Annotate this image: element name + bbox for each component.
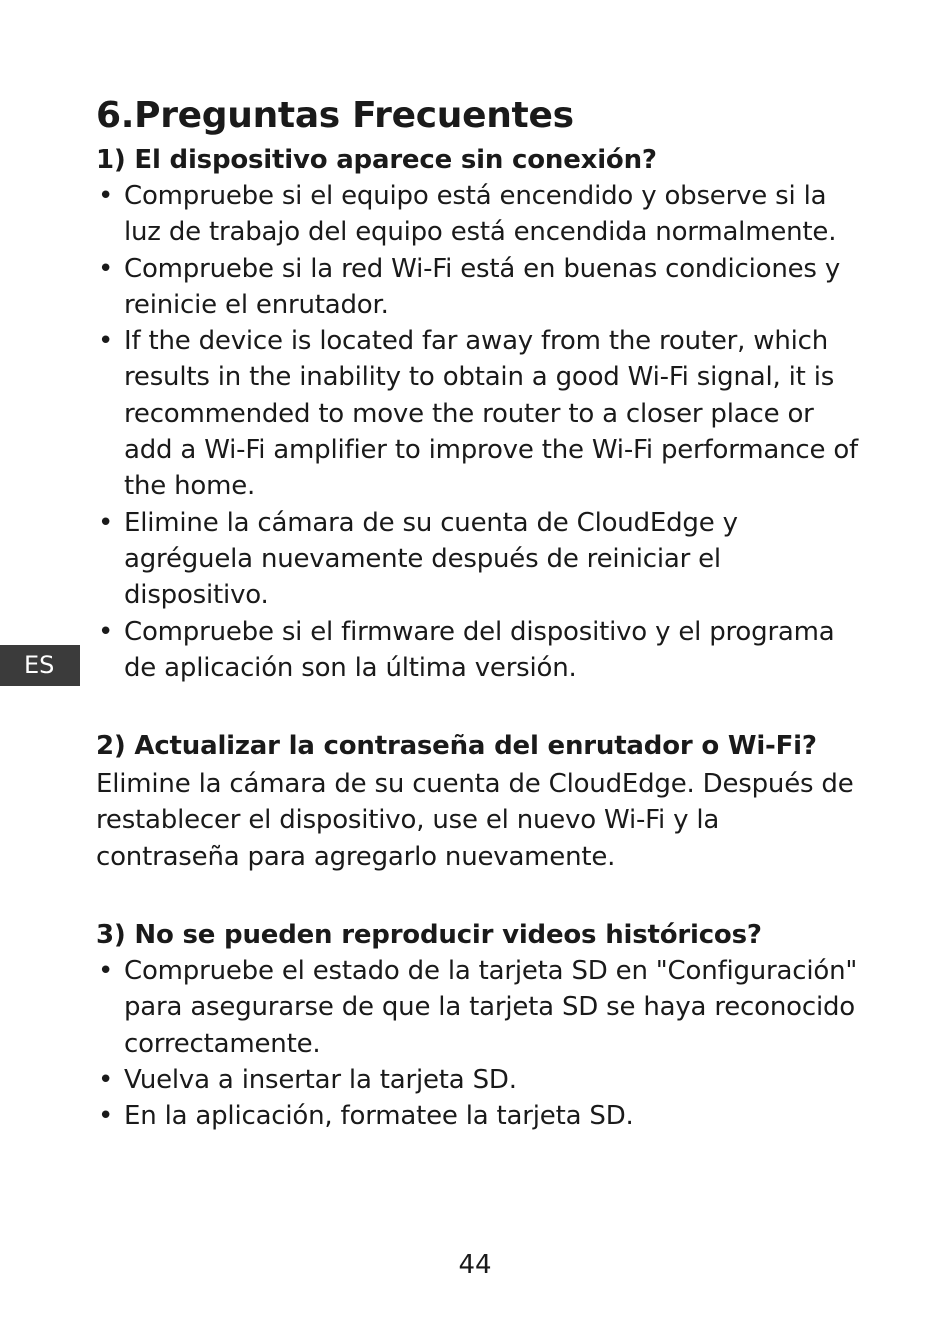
list-item-text: If the device is located far away from the router, which results in the inability to obtain a good Wi-Fi signal, it is recommended to move the router to a closer place or add a Wi-Fi amplifier to improve the Wi-Fi performance of the home.	[124, 326, 858, 502]
language-tab: ES	[0, 645, 80, 686]
list-item	[96, 1098, 866, 1134]
bullet-icon: •	[98, 253, 114, 284]
list-item-text: Compruebe si el equipo está encendido y observe si la luz de trabajo del equipo está encendida normalmente.	[124, 181, 837, 248]
bullet-icon: •	[98, 181, 114, 211]
bullet-icon: •	[98, 326, 114, 357]
page-title: 6.Preguntas Frecuentes	[96, 95, 574, 136]
bullet-icon: •	[98, 956, 114, 987]
list-item	[96, 505, 866, 614]
list-item-text: Compruebe el estado de la tarjeta SD en "Configuración" para asegurarse de que la tarjeta SD se haya reconocido correctamente.	[124, 956, 858, 1059]
list-item	[96, 251, 866, 324]
faq-content	[96, 92, 866, 1135]
bullet-icon: •	[98, 616, 114, 647]
section-title-playback: 3) No se pueden reproducir videos históricos?	[96, 920, 762, 951]
list-item-text: Compruebe si el firmware del dispositivo y el programa de aplicación son la última versión.	[124, 616, 835, 683]
list-item	[96, 323, 866, 504]
list-item-text: Vuelva a insertar la tarjeta SD.	[124, 1064, 517, 1095]
list-item	[96, 953, 866, 1062]
list-item-text: En la aplicación, formatee la tarjeta SD.	[124, 1101, 634, 1132]
bullet-list-playback	[96, 953, 866, 1134]
section-title-offline: 1) El dispositivo aparece sin conexión?	[96, 145, 657, 175]
section-title-password: 2) Actualizar la contraseña del enrutador o Wi-Fi?	[96, 731, 817, 762]
list-item-text: Elimine la cámara de su cuenta de CloudEdge y agréguela nuevamente después de reiniciar el dispositivo.	[124, 507, 738, 611]
bullet-icon: •	[98, 1101, 114, 1132]
bullet-list-offline	[96, 178, 866, 686]
list-item	[96, 178, 866, 251]
section-paragraph-password: Elimine la cámara de su cuenta de CloudEdge. Después de restablecer el dispositivo, use el nuevo Wi-Fi y la contraseña para agregarlo nuevamente.	[96, 769, 854, 872]
bullet-icon: •	[98, 1064, 114, 1095]
list-item-text: Compruebe si la red Wi-Fi está en buenas condiciones y reinicie el enrutador.	[124, 253, 841, 320]
bullet-icon: •	[98, 507, 114, 538]
list-item	[96, 1062, 866, 1098]
page-number: 44	[458, 1250, 492, 1280]
list-item	[96, 614, 866, 687]
